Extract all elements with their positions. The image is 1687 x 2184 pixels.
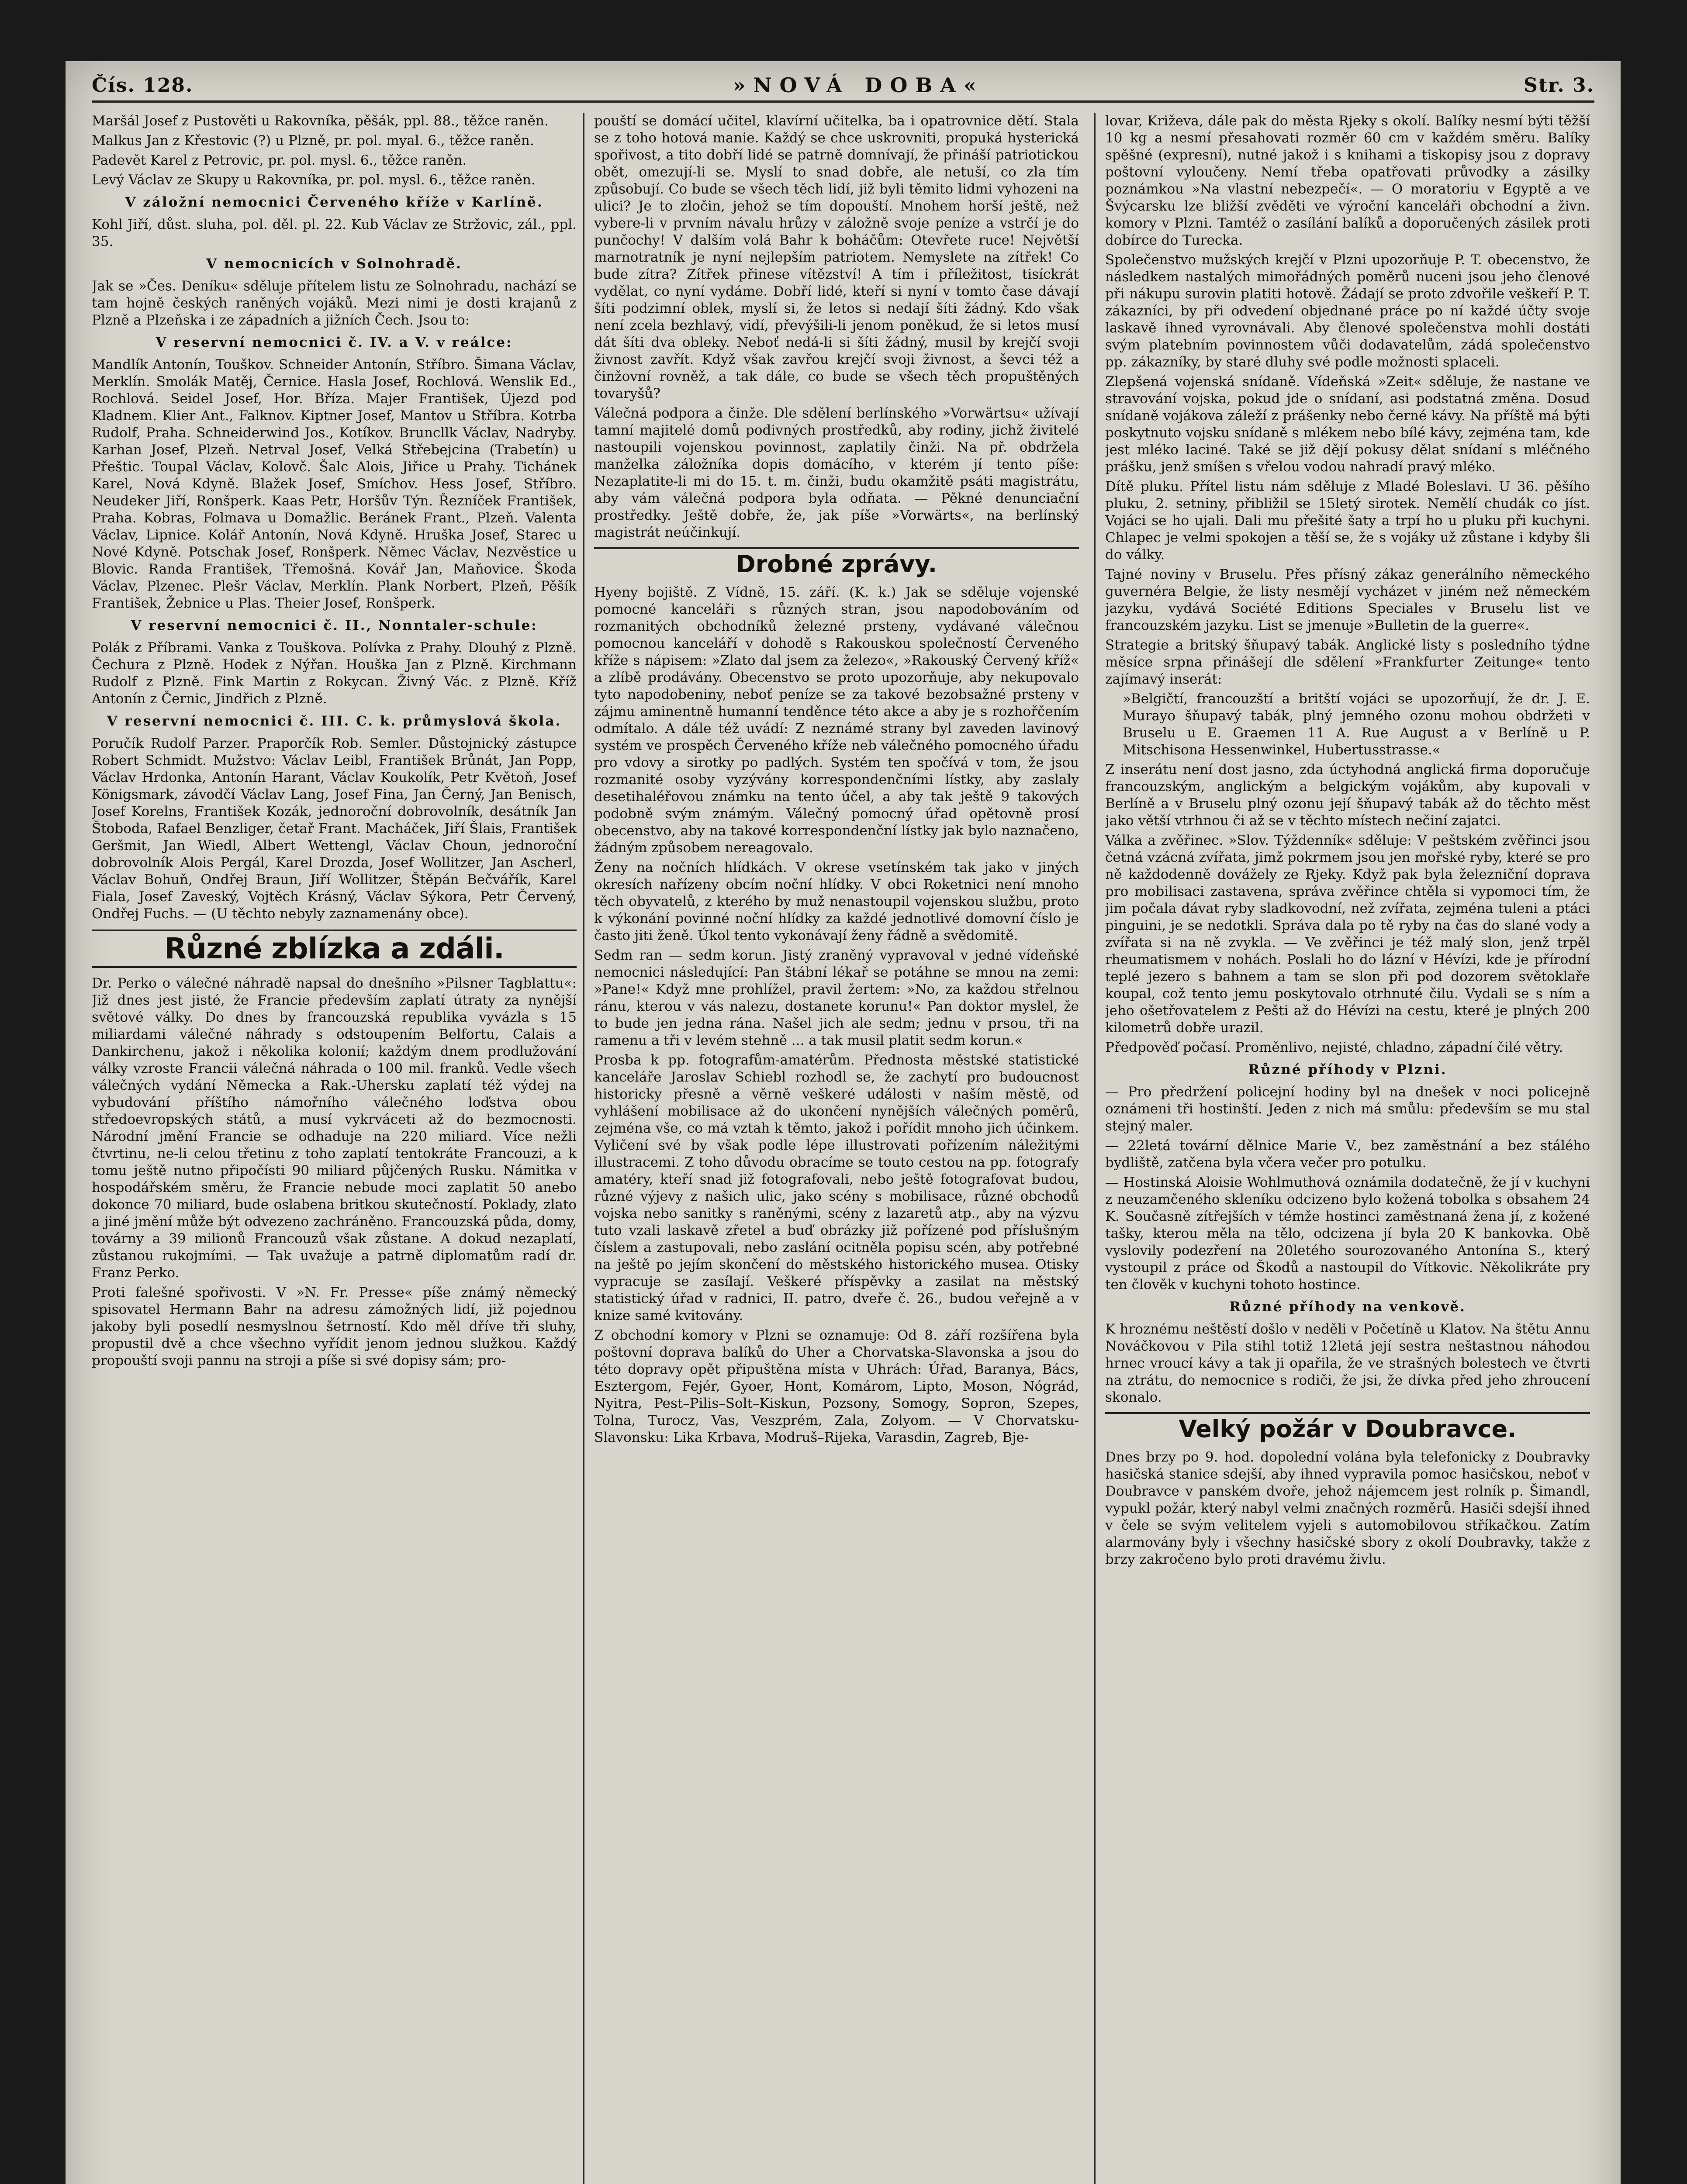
section-heading: V nemocnicích v Solnohradě. (206, 256, 462, 272)
wounded-list: Kohl Jiří, důst. sluha, pol. děl. pl. 22. Kub Václav ze Stržovic, zál., ppl. 35. (92, 217, 577, 249)
column-3 (1105, 113, 1590, 2184)
wounded-list: Polák z Příbrami. Vanka z Touškova. Polívka z Prahy. Dlouhý z Plzně. Čechura z Plzně. Hodek z Nýřan. Houška Jan z Plzně. Kirchmann Rudolf z Plzně. Fink Martin z Rokycan. Živný Vác. z Plzně. Kříž Antonín z Černic, Jindřich z Plzně. (92, 640, 577, 707)
newspaper-page (66, 61, 1621, 2184)
article-prosba: Prosba k pp. fotografům-amatérům. Přednosta městské statistické kanceláře Jaroslav Schiebl rozhodl se, že zachytí pro budoucnost historicky přesně a věrně veškeré události v naším městě, od vyhlášení mobilisace až do ukončení nynějších válečných poměrů, zejména vše, co má vztah k těmto, jakož i pořídit mnoho jich účinkem. Vyličení své by však podle lépe illustrovati pořízením náležitými illustracemi. Z toho důvodu obracíme se touto cestou na pp. fotografy amatéry, kteří snad již fotografovali, nebo ještě fotografovat budou, různé výjevy z našich ulic, jako scény s mobilisace, různé obchodů vojska nebo sanitky s raněnými, scény z lazaretů atp., aby na výzvu tuto vzali laskavě zřetel a buď obrázky již pořízené pod příslušným číslem a zastupovali, nebo zaslání ocitněla popisu scén, aby potřebné na ještě po jejím skončení do městského historického musea. Otisky vypracuje se zasílají. Veškeré příspěvky a zasilat na městský statistický úřad v radnici, II. patro, dveře č. 26., budou veřejně a v knize samé kvitovány. (594, 1052, 1079, 1324)
section-heading: V reservní nemocnici č. II., Nonntaler-schule: (131, 618, 538, 633)
section-title: Různé zblízka a zdáli. (92, 930, 577, 968)
article-perko: Dr. Perko o válečné náhradě napsal do dnešního »Pilsner Tagblattu«: Již dnes jest jisté, že Francie především zaplatí útraty za nynější světové války. Do dnes by francouzská republika vyvázla s 15 miliardami válečné náhrady s odstoupením Belfortu, Calais a Dankirchenu, jakož i několika kolonií; každým dnem prodlužování války vzroste Francii válečná náhrada o 100 mil. franků. Vedle všech válečných vydání Německa a Rak.-Uhersku zaplatí též výdej na vybudování příštího námořního válečného loďstva obou středoevropských států, a musí vykrváceti až do bezmocnosti. Národní jmění Francie se odhaduje na 220 miliard. Více nežli čtvrtinu, ne-li celou třetinu z toho zaplatí tentokráte Francouzi, a k tomu ještě nutno připočísti 90 miliard půjčených Rusku. Námitka v hospodářském směru, že Francie nebude moci zaplatit 50 anebo dokonce 70 miliard, bude oslabena britkou skutečností. Poklady, zlato a jiné jmění může být odvezeno zachráněno. Francouzská půda, domy, továrny a 39 milionů Francouzů však zůstane. A dokud nezaplatí, zůstanou rukojmími. — Tak uvažuje a patrně diplomatům radí dr. Franz Perko. (92, 975, 577, 1281)
wounded-entry: Malkus Jan z Křestovic (?) u Plzně, pr. pol. myal. 6., těžce raněn. (92, 133, 534, 149)
wounded-list: Poručík Rudolf Parzer. Praporčík Rob. Semler. Důstojnický zástupce Robert Schmidt. Mužstvo: Václav Leibl, František Brůnát, Jan Popp, Václav Hrdonka, Antonín Harant, Václav Koukolík, Petr Květoň, Josef Königsmark, závodčí Václav Lang, Josef Fina, Jan Černý, Jan Benisch, Josef Korelns, František Kozák, jednoroční dobrovolník, desátník Jan Štoboda, Rafael Benzliger, četař Frant. Macháček, Jiří Šlais, František Geršmit, Jan Wiedl, Albert Wettengl, Václav Choun, jednoroční dobrovolník Alois Pergál, Karel Drozda, Josef Wollitzer, Jan Ascherl, Václav Bohuň, Ondřej Braun, Jiří Wollitzer, Štěpán Bečvářík, Karel Fiala, Josef Zaveský, Vojtěch Krásný, Václav Sýkora, Petr Červený, Ondřej Fuchs. — (U těchto nebyly zaznamenány obce). (92, 736, 577, 922)
article-podpora: Válečná podpora a činže. Dle sdělení berlínského »Vorwärtsu« užívají tamní majitelé domů podivných prostředků, aby rodiny, jichž živitelé nastoupili vojenskou povinnost, zaplatily činži. Na př. obdržela manželka záložníka dopis domácího, v kterém jí tento píše: Nezaplatite-li mi do 15. t. m. činži, budu okamžitě psáti magistrátu, aby vám válečná podpora byla odňata. — Pěkné denunciační prostředky. Ještě dobře, že, jak píše »Vorwärts«, na berlínský magistrát neúčinkují. (594, 405, 1079, 540)
article-snidane: Zlepšená vojenská snídaně. Vídeňská »Zeit« sděluje, že nastane ve stravování vojska, pokud jde o snídaní, asi podstatná změna. Dosud snídaně vojákova záleží z prášenky nebo černé kávy. Na příště má býti poskytnuto vojsku snídaně s mlékem nebo bílé kávy, zejména tam, kde jest mléko laciné. Také se již dějí pokusy dělat snídaní s mléčného prášku, jenž smíšen s vřelou vodou nahradí pravý mléko. (1105, 374, 1590, 475)
column-2 (594, 113, 1079, 2184)
column-1 (92, 113, 577, 2184)
wounded-entry: Padevět Karel z Petrovic, pr. pol. mysl. 6., těžce raněn. (92, 152, 467, 168)
article-continuation: lovar, Križeva, dále pak do města Rjeky s okolí. Balíky nesmí býti těžší 10 kg a nesmí přesahovati rozměr 60 cm v každém směru. Balíky spěšné (expresní), nutné jakož i s knihami a tiskopisy jsou z dopravy poštovní vyloučeny. Nemí třeba opatřovati průvodky a zásilky poznámkou »Na vlastní nebezpečí«. — O moratoriu v Egyptě a ve Švýcarsku lze bližší zvěděti ve výroční kanceláři obchodní a živn. komory v Plzni. Tamtéž o zasílání balíků a doporučených zásilek proti dobírce do Turecka. (1105, 113, 1590, 248)
article-prsteny: Hyeny bojiště. Z Vídně, 15. září. (K. k.) Jak se sděluje vojenské pomocné kanceláři s různých stran, jsou napodobováním od rozmanitých obchodníků železné prsteny, vydávané válečnou pomocnou kanceláří v dohodě s Rakouskou společností Červeného kříže s nápisem: »Zlato dal jsem za železo«, »Rakouský Červený kříž« a zlíbě prodávány. Obecenstvo se proto upozorňuje, aby nekupovalo tyto napodobeniny, neboť peníze se za takové bezobsažné prsteny v zájmu aminentně humanní tenděnce této akce a aby je s rozhořčením odmítalo. A dále též uvádí: Z neznámé strany byl zaveden lavinový systém ve prospěch Červeného kříže neb válečného pomocného úřadu pro vdovy a sirotky po padlých. Systém ten spočívá v tom, že jsou rozmanité osoby vyzývány korrespondenčními lístky, aby zaslaly desetihaléřovou známku na tento účel, a aby tak ještě 9 takových podobně svým známým. Válečný pomocný úřad opětovně prosí obecenstvo, aby na takové korrespondenční lístky jak bylo naznačeno, žádným způsobem nereagovalo. (594, 584, 1079, 856)
section-heading: Různé příhody na venkově. (1229, 1299, 1466, 1315)
news-item: — Pro předržení policejní hodiny byl na dnešek v noci policejně oznámeni tři hostinští. Jeden z nich má smůlu: především se mu stal stejný maler. (1105, 1084, 1590, 1134)
weather-forecast: Předpověď počasí. Proměnlivo, nejisté, chladno, západní čilé větry. (1105, 1040, 1563, 1055)
wounded-entry: Maršál Josef z Pustověti u Rakovníka, pěšák, ppl. 88., těžce raněn. (92, 113, 549, 129)
section-heading: V reservní nemocnici č. III. C. k. průmyslová škola. (107, 713, 562, 729)
article-zeny: Ženy na nočních hlídkách. V okrese vsetínském tak jako v jiných okresích nařízeny obcím noční hlídky. V obci Roketnici není mnoho těch obyvatelů, z kterého by muž nenastoupil vojenskou službu, proto k výkonání povinné noční hlídky za každé jednotlivé domovní číslo je často jiti ženě. Úkol tento vykonávají ženy řádně a svědomitě. (594, 860, 1079, 943)
page-number: Str. 3. (1524, 74, 1594, 97)
news-item: K hroznému neštěstí došlo v neděli v Početíně u Klatov. Na štětu Annu Nováčkovou v Pila stihl totiž 12letá její sestra neštastnou náhodou hrnec vroucí kávy a tak ji opařila, že ve strašných bolestech ve čtvrti na ztrátu, do nemocnice s rodiči, že jsi, že dívka před jeho zhroucení skonalo. (1105, 1321, 1590, 1405)
news-item: — 22letá tovární dělnice Marie V., bez zaměstnání a bez stálého bydliště, zatčena byla včera večer pro potulku. (1105, 1138, 1590, 1171)
wounded-entry: Levý Václav ze Skupy u Rakovníka, pr. pol. mysl. 6., těžce raněn. (92, 172, 536, 188)
article-dite-pluku: Dítě pluku. Přítel listu nám sděluje z Mladé Boleslavi. U 36. pěšího pluku, 2. setniny, přibližil se 15letý sirotek. Nemělí chudák co jíst. Vojáci se ho ujali. Dali mu přešité šaty a trpí ho u pluku při kuchyni. Chlapec je velmi spokojen a těší se, že s vojáky už zůstane i kdyby šli do války. (1105, 479, 1590, 563)
article-continuation: pouští se domácí učitel, klavírní učitelka, ba i opatrovnice dětí. Stala se z toho hotová manie. Každý se chce uskrovniti, propuká hysterická spořivost, a tito dobří lidé se patrně domnívají, že přináší patriotickou obět, omezují-li se. Myslí to snad dobře, ale netuší, co zla tím způsobují. Co bude se všech těch lidí, již byli těmito lidmi vyhozeni na ulici? Je to zločin, jehož se tím dopouští. Mnohem horší ještě, než vybere-li v prvním návalu hrůzy v záložně svoje peníze a vstrčí je do punčochy! V dalším volá Bahr k boháčům: Otevřete ruce! Největší marnotratník je nyní nejlepším patriotem. Nemyslete na zítřek! Co bude zítra? Zítřek přinese vítězství! A tím i příležitost, tisíckrát vydělat, co nyní vydáme. Dobří lidé, kteří si nyní v tomto čase dávají šíti podzimní oblek, myslí si, že letos si nedají šíti žádný. Kdo však není zcela bezhlavý, vidí, převýšili-li jenom poněkud, že si letos musí dát šíti dva obleky. Neboť nedá-li si šíti žádný, musil by krejčí svoji živnost zavřít. Když však zavřou krejčí svoji živnost, a ševci též a činžovní rovněž, a tak dále, co bude se všech těch propuštěných tovaryšů? (594, 113, 1079, 401)
section-heading: Různé příhody v Plzni. (1248, 1062, 1447, 1078)
quoted-advert: »Belgičtí, francouzští a britští vojáci se upozorňují, že dr. J. E. Murayo šňupavý tabák, plný jemného ozonu mohou obdržeti v Bruselu u E. Graemen 11 A. Rue August a v Berlíně u P. Mitschisona Hessenwinkel, Hubertusstrasse.« (1123, 691, 1590, 758)
news-item: — Hostinská Aloisie Wohlmuthová oznámila dodatečně, že jí v kuchyni z neuzamčeného skleníku odcizeno bylo kožená tobolka s obsahem 24 K. Současně zítřejších v témže hostinci zaměstnaná žena jí, z kožené tašky, kterou měla na tělo, odcizena jí byla 20 K bankovka. Obě vyslovily podezření na 20letého sourozovaného Antonína S., který vystoupil z práce od Škodů a nastoupil do Vítkovic. Několikráte pry ten člověk v kuchyni tohoto hostince. (1105, 1175, 1590, 1292)
article-tabak: Strategie a britský šňupavý tabák. Anglické listy s posledního týdne měsíce srpna přinášejí dle sdělení »Frankfurter Zeitunge« tento zajímavý inserát: (1105, 637, 1590, 687)
article-zverinec: Válka a zvěřinec. »Slov. Týždenník« sděluje: V peštském zvěřinci jsou četná vzácná zvířata, jimž pokrmem jsou jen mořské ryby, které se pro ně každodenně dovážely ze Rjeky. Když pak byla železniční doprava pro mobilisaci zastavena, správa zvěřince chtěla si vypomoci tím, že jim počala dávat ryby sladkovodní, než zvířata, zejména tuleni a ptáci pinguini, je se nedotkli. Správa dala po tě ryby na čas do slané vody a zvířata si na ně zvykla. — Ve zvěřinci je též malý slon, jenž trpěl rheumatismem v nohách. Poslali ho do lázní v Hévízi, kde je přírodní teplé jezero s bahnem a tam se slon při pod dozorem světoklaře koupal, což tento jemu poskytovalo otrhnuté čilu. Vydali se s ním a jeho ošetřovatelem z Pešti až do Hévízi na cestu, které je plných 200 kilometrů dobře urazil. (1105, 833, 1590, 1036)
section-title: Drobné zprávy. (594, 547, 1079, 580)
issue-number: Čís. 128. (92, 74, 194, 97)
column-divider (583, 113, 584, 2184)
article-brusel: Tajné noviny v Bruselu. Přes přísný zákaz generálního německého guvernéra Belgie, že listy nesmějí vycházet v jiném než německém jazyku, vydává Société Editions Speciales v Bruselu list ve francouzském jazyku. List se jmenuje »Bulletin de la guerre«. (1105, 567, 1590, 633)
section-heading: V reservní nemocnici č. IV. a V. v reálce: (156, 335, 513, 350)
article-sporivost: Proti falešné spořivosti. V »N. Fr. Presse« píše známý německý spisovatel Hermann Bahr na adresu zámožných lidí, již pojednou jakoby byli posedlí nesmyslnou šetrností. Kdo měl dříve tři sluhy, propustil dvě a chce všechno vyřídit jenom jednou služkou. Každý propouští svoji pannu na stroji a píše si své dopisy sám; pro- (92, 1285, 577, 1368)
paragraph: Jak se »Čes. Deníku« sděluje přítelem listu ze Solnohradu, nachází se tam hojně českých raněných vojáků. Mezi nimi je dosti krajanů z Plzně a Plzeňska i ze západních a jižních Čech. Jsou to: (92, 278, 577, 328)
wounded-list: Mandlík Antonín, Touškov. Schneider Antonín, Stříbro. Šimana Václav, Merklín. Smolák Matěj, Černice. Hasla Josef, Rochlová. Wenslik Ed., Rochlová. Seidel Josef, Hor. Bříza. Majer František, Újezd pod Kladnem. Klier Ant., Falknov. Kiptner Josef, Mantov u Stříbra. Kotrba Rudolf, Praha. Schneiderwind Jos., Kotíkov. Bruncllk Václav, Nadryby. Karhan Josef, Plzeň. Netrval Josef, Velká Střebejcina (Trabetín) u Přeštic. Toupal Václav, Kolovč. Šalc Alois, Jiřice u Prahy. Tichánek Karel, Nová Kdyně. Blažek Josef, Smíchov. Hess Josef, Stříbro. Neudeker Jiří, Ronšperk. Kaas Petr, Horšův Týn. Řezníček František, Praha. Kobras, Folmava u Domažlic. Beránek Frant., Plzeň. Valenta Václav, Lipnice. Kolář Antonín, Nová Kdyně. Hruška Josef, Starec u Nové Kdyně. Potschak Josef, Ronšperk. Němec Václav, Nezvěstice u Blovic. Randa František, Třemošná. Kovář Jan, Maňovice. Škoda Václav, Plzenec. Plešr Václav, Merklín. Plank Norbert, Plzeň, Pěšík František, Žebnice u Plas. Theier Josef, Ronšperk. (92, 357, 577, 611)
paragraph: Z inserátu není dost jasno, zda úctyhodná anglická firma doporučuje francouzským, anglickým a belgickým vojákům, aby kupovali v Berlíně a v Bruselu plný ozonu její šňupavý tabák až do těchto měst jako větší vtrhnou či až se v těchto místech nečiní zajatci. (1105, 762, 1590, 829)
page-header (92, 70, 1594, 103)
section-title: Velký požár v Doubravce. (1105, 1412, 1590, 1444)
article-sedm-ran: Sedm ran — sedm korun. Jistý zraněný vypravoval v jedné vídeňské nemocnici následující: Pan štábní lékař se potáhne se mnou na zemi: »Pane!« Když mne prohlížel, pravil žertem: »No, za každou střelnou ránu, kterou v vás nalezu, dostanete korunu!« Pan doktor myslel, že to bude jen jedna rána. Našel jich ale sedm; jednu v prsou, tři na ramenu a tři v levém stehně ... a tak musil platit sedm korun.« (594, 947, 1079, 1048)
article-krejci: Společenstvo mužských krejčí v Plzni upozorňuje P. T. obecenstvo, že následkem nastalých mimořádných poměrů nuceni jsou jeho členové při nákupu surovin platiti hotově. Žádají se proto zdvořile veškeří P. T. zákazníci, by při odvedení objednané práce po ní každé účty svoje laskavě ihned vyrovnávali. Aby členové společenstva mohli dostáti svým platebním povinnostem vůči dodavatelům, zádá společenstvo pp. zákazníky, by staré dluhy své podle možnosti splaceli. (1105, 252, 1590, 370)
newspaper-title: »NOVÁ DOBA« (733, 73, 984, 97)
article-komory: Z obchodní komory v Plzni se oznamuje: Od 8. září rozšířena byla poštovní doprava balíků do Uher a Chorvatska-Slavonska a jsou do této dopravy opět připuštěna místa v Uhrách: Úřad, Baranya, Bács, Esztergom, Fejér, Gyoer, Hont, Komárom, Lipto, Moson, Nógrád, Nyitra, Pest–Pilis–Solt–Kiskun, Pozsony, Somogy, Sopron, Szepes, Tolna, Turocz, Vas, Veszprém, Zala, Zolyom. — V Chorvatsku-Slavonsku: Lika Krbava, Modruš–Rijeka, Varasdin, Zagreb, Bje- (594, 1327, 1079, 1445)
column-divider (1094, 113, 1096, 2184)
article-pozar: Dnes brzy po 9. hod. dopolední volána byla telefonicky z Doubravky hasičská stanice sdejší, aby ihned vypravila pomoc hasičskou, neboť v Doubravce v panském dvoře, jehož nájemcem jest rolník p. Šimandl, vypukl požár, který nabyl velmi značných rozměrů. Hasiči sdejší ihned v čele se svým velitelem vyjeli s automobilovou stříkačkou. Zatím alarmovány byly i všechny hasičské sbory z okolí Doubravky, takže z brzy zakročeno bylo proti dravému živlu. (1105, 1449, 1590, 1567)
section-heading: V záložní nemocnici Červeného kříže v Karlíně. (125, 194, 543, 210)
